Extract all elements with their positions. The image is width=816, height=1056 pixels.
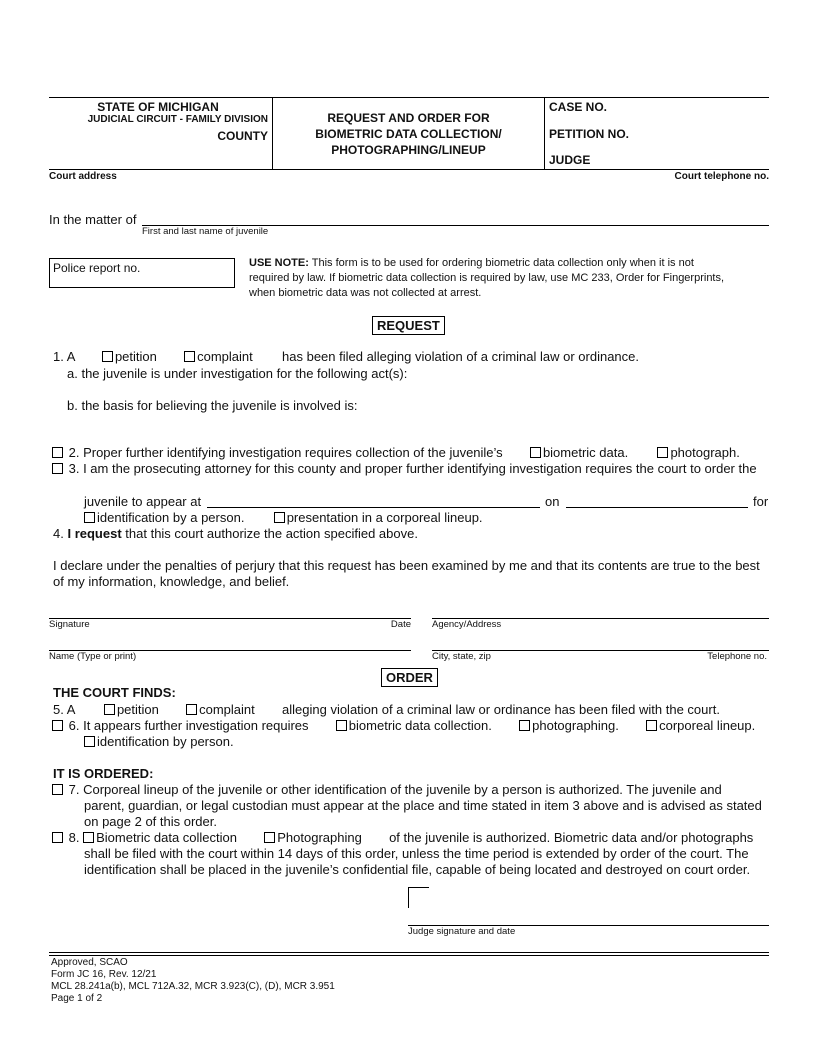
form-title-line2: BIOMETRIC DATA COLLECTION/ bbox=[315, 127, 502, 141]
item-6-identification-label: identification by person. bbox=[97, 734, 234, 749]
appear-location-field[interactable] bbox=[207, 506, 540, 508]
header-divider-2 bbox=[544, 97, 545, 169]
item-2-checkbox[interactable] bbox=[52, 447, 63, 458]
it-is-ordered-heading: IT IS ORDERED: bbox=[53, 766, 154, 781]
item-6-checkbox[interactable] bbox=[52, 720, 63, 731]
item-4-bold: I request bbox=[67, 526, 122, 541]
matter-label: In the matter of bbox=[49, 212, 137, 227]
item-8-biometric-label: Biometric data collection bbox=[96, 830, 237, 845]
item-4-number: 4. bbox=[53, 526, 64, 541]
header-bottom-rule bbox=[49, 169, 769, 170]
item-5-number: 5. A bbox=[53, 702, 75, 717]
item-5-complaint-label: complaint bbox=[199, 702, 255, 717]
circuit-label: JUDICIAL CIRCUIT - FAMILY DIVISION bbox=[87, 114, 268, 125]
form-title-line3: PHOTOGRAPHING/LINEUP bbox=[331, 143, 486, 157]
item-3-on-label: on bbox=[545, 494, 560, 509]
item-2-photograph-checkbox[interactable] bbox=[657, 447, 668, 458]
city-state-zip-label: City, state, zip bbox=[432, 651, 491, 662]
declaration bbox=[53, 558, 773, 590]
item-1a: a. the juvenile is under investigation for the following act(s): bbox=[67, 366, 408, 381]
item-1-rest: has been filed alleging violation of a criminal law or ordinance. bbox=[282, 349, 640, 364]
case-no-label: CASE NO. bbox=[549, 100, 608, 114]
order-heading: ORDER bbox=[381, 668, 438, 687]
item-2-biometric-checkbox[interactable] bbox=[530, 447, 541, 458]
signature-label: Signature bbox=[49, 619, 90, 630]
footer-page-number: Page 1 of 2 bbox=[51, 993, 103, 1004]
item-2-photograph-label: photograph. bbox=[670, 445, 740, 460]
item-6-options bbox=[84, 734, 234, 750]
item-3-identification-label: identification by a person. bbox=[97, 510, 245, 525]
footer-approved: Approved, SCAO bbox=[51, 957, 128, 968]
item-8-rest: of the juvenile is authorized. Biometric data and/or photographs bbox=[389, 830, 754, 845]
date-label: Date bbox=[390, 619, 411, 630]
footer-form-number: Form JC 16, Rev. 12/21 bbox=[51, 969, 157, 980]
item-6-text: 6. It appears further investigation requires bbox=[68, 718, 309, 733]
form-title-line1: REQUEST AND ORDER FOR bbox=[327, 111, 490, 125]
item-7-line1: 7. Corporeal lineup of the juvenile or other identification of the juvenile by a person is authorized. The juvenile and bbox=[68, 782, 722, 797]
item-6-biometric-label: biometric data collection. bbox=[348, 718, 492, 733]
footer-rule-1 bbox=[49, 952, 769, 953]
use-note bbox=[249, 256, 774, 301]
seal-corner-mark bbox=[408, 887, 429, 908]
agency-address-label: Agency/Address bbox=[432, 619, 502, 630]
item-3 bbox=[52, 461, 772, 477]
item-6-photographing-label: photographing. bbox=[532, 718, 619, 733]
use-note-line1: USE NOTE: This form is to be used for ordering biometric data collection only when it is not bbox=[249, 257, 694, 269]
juvenile-name-sublabel: First and last name of juvenile bbox=[142, 226, 269, 237]
declaration-line2: of my information, knowledge, and belief. bbox=[53, 574, 290, 589]
item-2-biometric-label: biometric data. bbox=[542, 445, 629, 460]
item-3-options bbox=[84, 510, 483, 526]
item-2 bbox=[52, 445, 772, 461]
court-address-label: Court address bbox=[49, 171, 117, 182]
item-6 bbox=[52, 718, 772, 734]
footer-citations: MCL 28.241a(b), MCL 712A.32, MCR 3.923(C), (D), MCR 3.951 bbox=[51, 981, 335, 992]
item-3-lineup-label: presentation in a corporeal lineup. bbox=[286, 510, 483, 525]
item-3-appear-label: juvenile to appear at bbox=[84, 494, 202, 509]
item-1 bbox=[53, 349, 773, 365]
petition-no-label: PETITION NO. bbox=[549, 127, 630, 141]
item-8-line3: identification shall be placed in the juvenile’s confidential file, capable of being located and destroyed on court order. bbox=[84, 862, 751, 877]
item-1-petition-checkbox[interactable] bbox=[102, 351, 113, 362]
item-7-line2: parent, guardian, or legal custodian must appear at the place and time stated in item 3 above and is advised as stated bbox=[84, 798, 762, 813]
item-6-biometric-checkbox[interactable] bbox=[336, 720, 347, 731]
item-5-complaint-checkbox[interactable] bbox=[186, 704, 197, 715]
item-8-biometric-checkbox[interactable] bbox=[83, 832, 94, 843]
item-8-photographing-checkbox[interactable] bbox=[264, 832, 275, 843]
item-2-text: 2. Proper further identifying investigation requires collection of the juvenile’s bbox=[68, 445, 503, 460]
signature-field[interactable] bbox=[49, 617, 411, 619]
form-title bbox=[273, 110, 544, 158]
item-6-photographing-checkbox[interactable] bbox=[519, 720, 530, 731]
item-4-rest: that this court authorize the action specified above. bbox=[125, 526, 418, 541]
footer-text bbox=[51, 957, 335, 1005]
item-1-complaint-checkbox[interactable] bbox=[184, 351, 195, 362]
item-1b: b. the basis for believing the juvenile is involved is: bbox=[67, 398, 358, 413]
item-1-petition-label: petition bbox=[114, 349, 157, 364]
telephone-label: Telephone no. bbox=[707, 651, 767, 662]
item-8-photographing-label: Photographing bbox=[277, 830, 362, 845]
item-5-rest: alleging violation of a criminal law or ordinance has been filed with the court. bbox=[282, 702, 720, 717]
item-7 bbox=[52, 782, 772, 798]
item-8 bbox=[52, 830, 772, 846]
item-7-line3: on page 2 of this order. bbox=[84, 814, 217, 829]
item-8-number: 8. bbox=[68, 830, 80, 845]
judge-signature-label: Judge signature and date bbox=[408, 926, 516, 937]
footer-rule-2 bbox=[49, 955, 769, 956]
item-3-text: 3. I am the prosecuting attorney for this county and proper further identifying investigation requires the court to order the bbox=[68, 461, 757, 476]
request-heading: REQUEST bbox=[372, 316, 445, 335]
judge-label: JUDGE bbox=[549, 153, 591, 167]
police-report-box[interactable] bbox=[49, 258, 235, 288]
item-5-petition-checkbox[interactable] bbox=[104, 704, 115, 715]
court-telephone-label: Court telephone no. bbox=[674, 171, 769, 182]
use-note-bold: USE NOTE: bbox=[249, 257, 309, 269]
item-5 bbox=[53, 702, 773, 718]
county-label: COUNTY bbox=[217, 129, 268, 143]
item-7-checkbox[interactable] bbox=[52, 784, 63, 795]
item-3-checkbox[interactable] bbox=[52, 463, 63, 474]
item-1-complaint-label: complaint bbox=[197, 349, 253, 364]
police-report-label: Police report no. bbox=[53, 261, 141, 275]
item-6-lineup-label: corporeal lineup. bbox=[659, 718, 756, 733]
header-top-rule bbox=[49, 97, 769, 98]
declaration-line1: I declare under the penalties of perjury that this request has been examined by me and that its contents are true to the best bbox=[53, 558, 760, 573]
item-4 bbox=[53, 526, 418, 542]
item-3-lineup-checkbox[interactable] bbox=[274, 512, 285, 523]
use-note-line3: when biometric data was not collected at arrest. bbox=[249, 287, 482, 299]
use-note-line2: required by law. If biometric data collection is required by law, use MC 233, Order for Fingerprints, bbox=[249, 272, 725, 284]
item-1-number: 1. A bbox=[53, 349, 75, 364]
item-6-identification-checkbox[interactable] bbox=[84, 736, 95, 747]
item-3-identification-checkbox[interactable] bbox=[84, 512, 95, 523]
appear-date-field[interactable] bbox=[566, 506, 748, 508]
name-label: Name (Type or print) bbox=[49, 651, 137, 662]
item-5-petition-label: petition bbox=[116, 702, 159, 717]
item-6-lineup-checkbox[interactable] bbox=[646, 720, 657, 731]
item-3-for-label: for bbox=[753, 494, 769, 509]
item-8-line2: shall be filed with the court within 14 days of this order, unless the time period is extended by order of the court. The bbox=[84, 846, 749, 861]
court-finds-heading: THE COURT FINDS: bbox=[53, 685, 176, 700]
state-name: STATE OF MICHIGAN bbox=[97, 100, 219, 114]
item-8-checkbox[interactable] bbox=[52, 832, 63, 843]
